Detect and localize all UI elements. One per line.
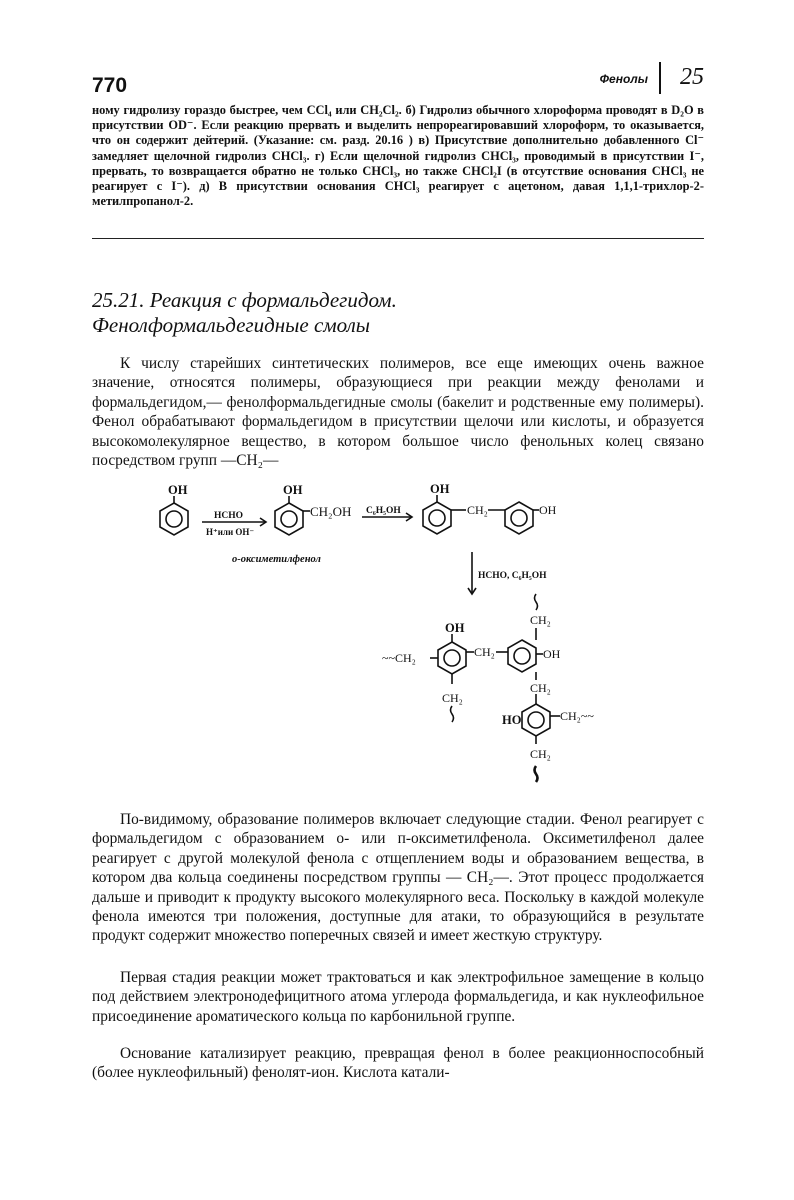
section-title-line-2: Фенолформальдегидные смолы [92,313,371,337]
notes-text: ному гидролизу гораздо быстрее, чем CCl₄ или CH₂Cl₂. б) Гидролиз обычного хлороформа проводят в D₂O в присутствии OD⁻. Если реакцию прервать и выделить непрореагировавший хлороформ, то оказывается, что он содержит дейтерий. (Указание: см. разд. 20.16 ) в) Присутствие дополнительно добавленного Cl⁻ замедляет щелочной гидролиз CHCl₃. г) Если щелочной гидролиз CHCl₃, проводимый в присутствии I⁻, прервать, то возвращается обратно не только CHCl₃, но также CHCl₂I (в отсутствие основания CHCl₃ не реагирует с I⁻). д) В присутствии основания CHCl₃ реагирует с ацетоном, давая 1,1,1-трихлор-2-метилпропанол-2. [92,103,704,209]
aromatic-circle [281,511,297,527]
chain-wavy [535,766,538,782]
aromatic-circle [444,650,460,666]
dimer-ring-right [505,502,533,534]
reagent-phenol: C₆H₅OH [366,506,401,516]
aromatic-circle [511,510,527,526]
chain-wavy [451,706,454,722]
chain-right-label: CH₂~~ [560,709,594,723]
paragraph-intro: К числу старейших синтетических полимеров, все еще имеющих очень важное значение, относятся полимеры, образующиеся при реакции между фенолами и формальдегидом,— фенолформальдегидные смолы (бакелит и родственные ему полимеры). Фенол обрабатывают формальдегидом в присутствии щелочи или кислоты, и образуется высокомолекулярное вещество, в котором большое число фенольных колец связано посредством групп —CH₂— [92,355,704,470]
aromatic-circle [514,648,530,664]
oh-label: OH [543,647,561,661]
ch2-label: CH₂ [474,645,495,659]
oh-label: OH [539,503,557,517]
chain-left-label: ~~CH₂ [382,651,416,665]
oh-label: OH [445,621,465,635]
paragraph-first-stage: Первая стадия реакции может трактоваться и как электрофильное замещение в кольцо под действием электронодефицитного атома углерода формальдегида, и как нуклеофильное присоединение ароматического кольца по карбонильной группе. [92,969,704,1025]
oh-label: OH [430,482,450,496]
dimer-ring-left [423,502,451,534]
ch2-label: CH₂ [530,613,551,627]
page-header [92,62,704,102]
ch2-label: CH₂ [530,681,551,695]
horizontal-rule [92,238,704,239]
reaction-scheme [150,482,620,792]
running-title: Фенолы [599,72,648,86]
ch2oh-label: CH₂OH [310,504,352,519]
polymer-ring-a [438,642,466,674]
problem-notes [92,103,704,209]
chain-wavy [535,594,538,610]
chapter-number: 25 [680,64,704,90]
oh-label: OH [283,483,303,497]
polymer-ring-b [508,640,536,672]
oh-label: OH [168,483,188,497]
reagent-hcho-phenol: HCHO, C₆H₅OH [478,571,547,581]
aromatic-circle [166,511,182,527]
scheme-caption: о-оксиметилфенол [232,554,321,565]
paragraph-catalysis: Основание катализирует реакцию, превращая фенол в более реакционноспособный (более нуклеофильный) фенолят-ион. Кислота катали- [92,1045,704,1082]
page-number: 770 [92,74,128,97]
hydroxymethylphenol-ring [275,503,303,535]
section-title-line-1: 25.21. Реакция с формальдегидом. [92,288,397,312]
header-divider [659,62,661,94]
ho-label: HO [502,713,522,727]
section-title [92,288,704,338]
aromatic-circle [528,712,544,728]
ch2-label: CH₂ [467,503,488,517]
ch2-label: CH₂ [530,747,551,761]
aromatic-circle [429,510,445,526]
reagent-catalyst: H⁺или OH⁻ [206,527,255,537]
reagent-hcho: HCHO [214,511,244,521]
phenol-ring [160,503,188,535]
paragraph-stages: По-видимому, образование полимеров включает следующие стадии. Фенол реагирует с формальдегидом с образованием о- или п-оксиметилфенола. Оксиметилфенол далее реагирует с другой молекулой фенола с отщеплением воды и образованием вещества, в котором два кольца соединены посредством группы — CH₂—. Этот процесс продолжается дальше и приводит к продукту высокого молекулярного веса. Поскольку в каждой молекуле фенола имеются три положения, доступные для атаки, то образующийся в результате продукт содержит множество поперечных связей и имеет жесткую структуру. [92,811,704,945]
ch2-label: CH₂ [442,691,463,705]
polymer-ring-c [522,704,550,736]
